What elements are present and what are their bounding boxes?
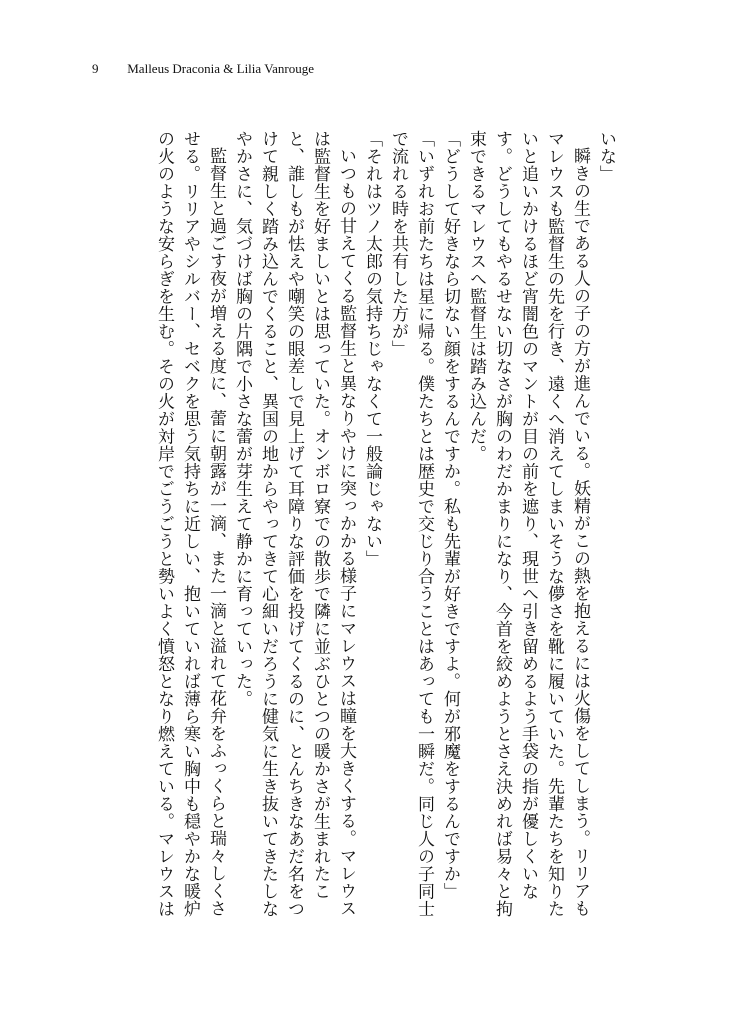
paragraph: 監督生と過ごす夜が増える度に、蕾に朝露が一滴、また一滴と溢れて花弁をふっくらと瑞々しくさせる。リリアやシルバー、セベクを思う気持ちに近しい、抱いていれば薄ら寒い胸中も穏やかな暖炉の火のような安らぎを生む。その火が対岸でごうごうと勢いよく憤怒となり燃えている。マレウスは (154, 130, 226, 918)
paragraph: いな」 (596, 130, 616, 183)
paragraph: 瞬きの生である人の子の方が進んでいる。妖精がこの熱を抱えるには火傷をしてしまう。リリアもマレウスも監督生の先を行き、遠くへ消えてしまいそうな儚さを靴に履いていた。先輩たちを知りたいと追いかけるほど宵闇色のマントが目の前を遮り、現世へ引き留めるよう手袋の指が優しくいなす。どうしてもやるせない切なさが胸のわだかまりになり、今首を絞めようとさえ決めれば易々と拘束できるマレウスへ監督生は踏み込んだ。 (466, 130, 590, 918)
vertical-body-text (99, 130, 619, 920)
paragraph: いつもの甘えてくる監督生と異なりやけに突っかかる様子にマレウスは瞳を大きくする。マレウスは監督生を好ましいとは思っていた。オンボロ寮での散歩で隣に並ぶひとつの暖かさが生まれたこと、誰しもが怯えや嘲笑の眼差しで見上げて耳障りな評価を投げてくるのに、とんちきなあだ名をつけて親しく踏み込んでくること、異国の地からやってきて心細いだろうに健気に生き抜いてきたしなやかさに、気づけば胸の片隅で小さな蕾が芽生えて静かに育っていった。 (232, 130, 356, 918)
page-number: 9 (92, 61, 99, 76)
paragraph: 「いずれお前たちは星に帰る。僕たちとは歴史で交じり合うことはあっても一瞬だ。同じ人の子同士で流れる時を共有した方が」 (388, 130, 434, 918)
paragraph: 「どうして好きなら切ない顔をするんですか。私も先輩が好きですよ。何が邪魔をするんですか」 (440, 130, 460, 900)
paragraph: 「それはツノ太郎の気持ちじゃなくて一般論じゃない」 (362, 130, 382, 568)
running-title: Malleus Draconia & Lilia Vanrouge (127, 61, 315, 76)
running-header (92, 61, 314, 77)
